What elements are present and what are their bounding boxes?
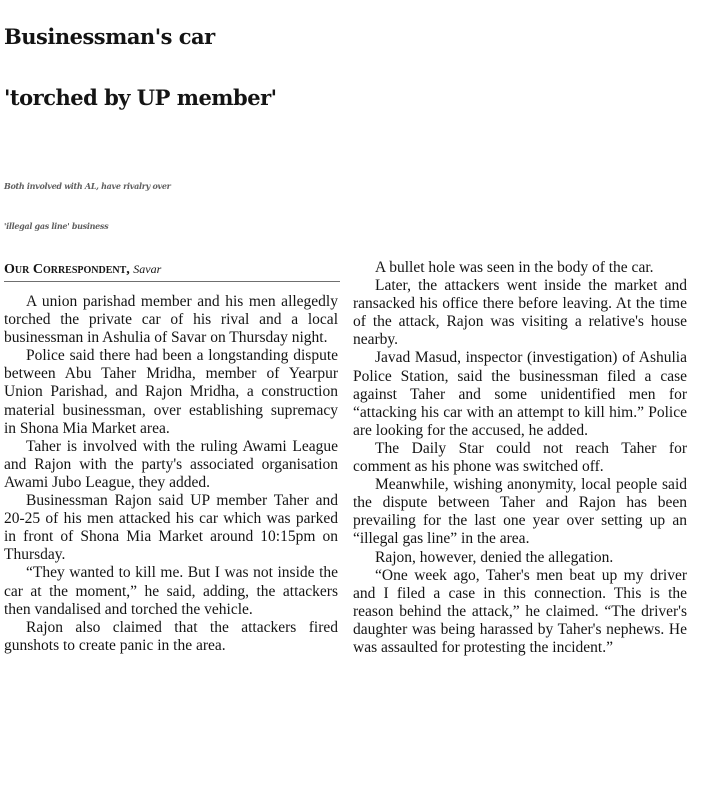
article-paragraph: Rajon, however, denied the allegation. [375, 548, 614, 566]
headline-line-1: Businessman's car [4, 24, 215, 49]
byline-author: Our Correspondent, [4, 262, 130, 277]
headline [4, 6, 699, 128]
article-paragraph: Businessman Rajon said UP member Taher and 20-25 of his men attacked his car which was parked in front of Shona Mia Market around 10:15pm on Thursday. [4, 492, 338, 564]
article-paragraph: The Daily Star could not reach Taher for comment as his phone was switched off. [353, 439, 687, 476]
headline-line-2: 'torched by UP member' [4, 85, 277, 110]
article-paragraph: Rajon also claimed that the attackers fired gunshots to create panic in the area. [4, 618, 338, 654]
article-paragraph: Javad Masud, inspector (investigation) of Ashulia Police Station, said the businessman filed a case against Taher and some unidentified men for “attacking his car with an attempt to kill him.” Police are looking for the accused, he added. [353, 349, 687, 439]
subheadline-line-2: 'illegal gas line' business [4, 221, 109, 231]
subheadline [4, 166, 699, 246]
article-column-right [353, 259, 687, 657]
byline-divider [4, 281, 340, 282]
article-paragraph: Meanwhile, wishing anonymity, local people said the dispute between Taher and Rajon has been prevailing for the last one year over setting up an “illegal gas line” in the area. [353, 476, 687, 548]
article-paragraph: “They wanted to kill me. But I was not inside the car at the moment,” he said, adding, the attackers then vandalised and torched the vehicle. [4, 564, 338, 618]
article-paragraph: Police said there had been a longstanding dispute between Abu Taher Mridha, member of Yearpur Union Parishad, and Rajon Mridha, a construction material businessman, over establishing supremacy in Shona Mia Market area. [4, 347, 338, 437]
byline [4, 260, 334, 279]
article-paragraph: “One week ago, Taher's men beat up my driver and I filed a case in this connection. This is the reason behind the attack,” he claimed. “The driver's daughter was being harassed by Taher's nephews. He was assaulted for protesting the incident.” [353, 566, 687, 656]
article-paragraph: Later, the attackers went inside the market and ransacked his office there before leaving. At the time of the attack, Rajon was visiting a relative's house nearby. [353, 277, 687, 349]
article-paragraph: A bullet hole was seen in the body of the car. [375, 259, 654, 276]
byline-location: Savar [133, 262, 162, 276]
subheadline-line-1: Both involved with AL, have rivalry over [4, 181, 171, 191]
article-paragraph: Taher is involved with the ruling Awami League and Rajon with the party's associated organisation Awami Jubo League, they added. [4, 437, 338, 491]
article-paragraph: A union parishad member and his men allegedly torched the private car of his rival and a local businessman in Ashulia of Savar on Thursday night. [4, 293, 338, 347]
article-column-left [4, 293, 338, 655]
